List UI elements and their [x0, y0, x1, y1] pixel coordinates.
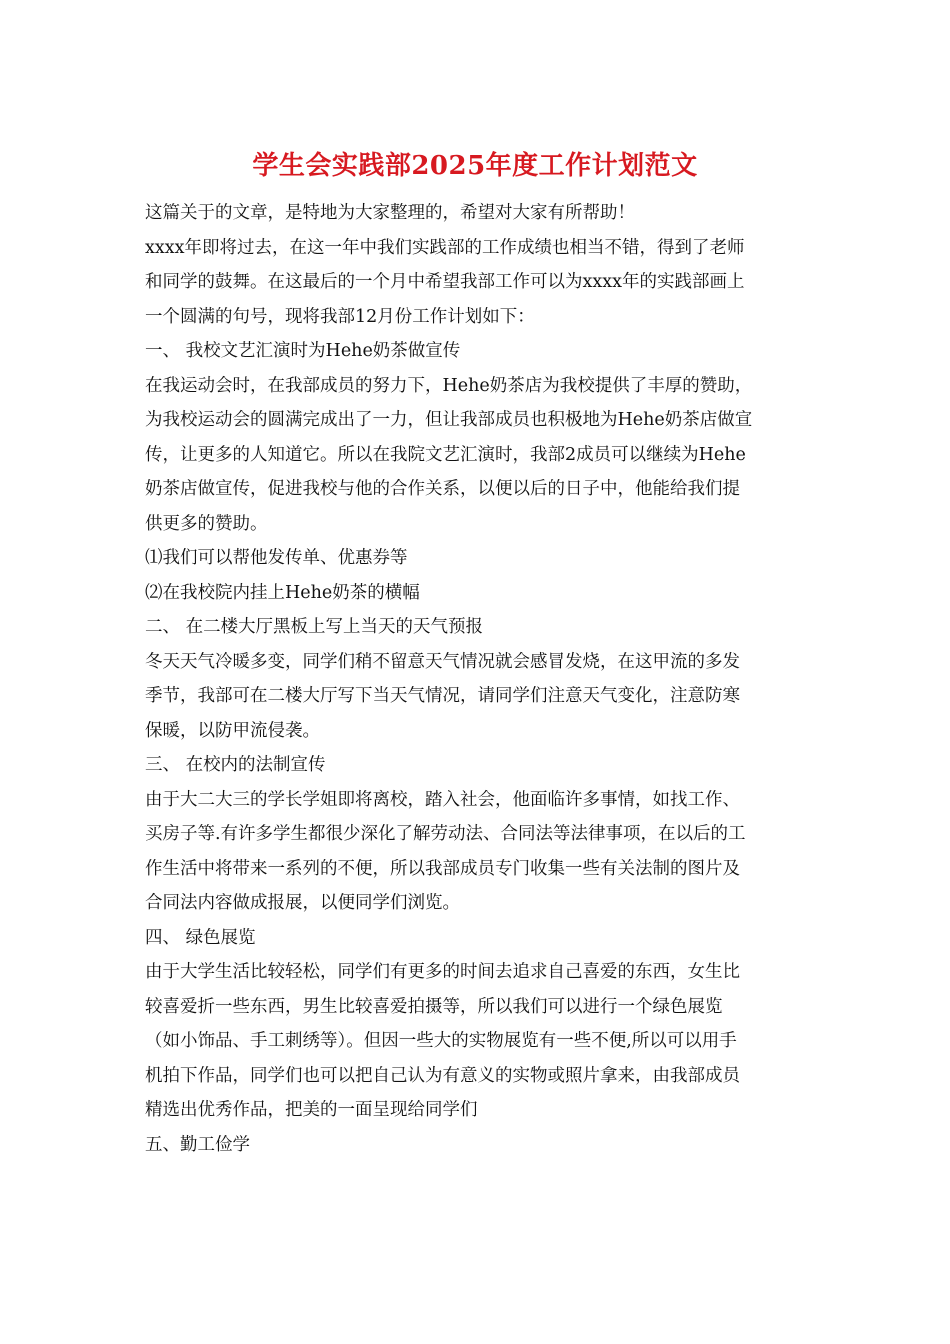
section-heading-1: 一、 我校文艺汇演时为Hehe奶茶做宣传 [145, 341, 461, 361]
section-heading-3: 三、 在校内的法制宣传 [145, 755, 326, 775]
section-heading-4: 四、 绿色展览 [145, 927, 256, 948]
list-item: ⑴我们可以帮他发传单、优惠券等 [145, 548, 408, 568]
body-line: 买房子等.有许多学生都很少深化了解劳动法、合同法等法律事项，在以后的工 [145, 824, 746, 844]
body-line: 冬天天气冷暖多变，同学们稍不留意天气情况就会感冒发烧，在这甲流的多发 [145, 651, 740, 672]
section-heading-2: 二、 在二楼大厅黑板上写上当天的天气预报 [145, 617, 484, 637]
body-line: （如小饰品、手工刺绣等）。但因一些大的实物展览有一些不便,所以可以用手 [145, 1031, 737, 1051]
list-item: ⑵在我校院内挂上Hehe奶茶的横幅 [145, 582, 420, 603]
body-line: 由于大二大三的学长学姐即将离校，踏入社会，他面临许多事情，如找工作、 [145, 789, 740, 810]
body-line: 这篇关于的文章，是特地为大家整理的，希望对大家有所帮助！ [145, 203, 635, 223]
body-line: 供更多的赞助。 [145, 513, 268, 534]
body-line: 合同法内容做成报展，以便同学们浏览。 [145, 893, 460, 913]
body-line: 传，让更多的人知道它。所以在我院文艺汇演时，我部2成员可以继续为Hehe [145, 444, 746, 465]
body-line: 精选出优秀作品，把美的一面呈现给同学们 [145, 1100, 478, 1120]
body-line: 保暖，以防甲流侵袭。 [145, 720, 320, 741]
body-line: 在我运动会时，在我部成员的努力下，Hehe奶茶店为我校提供了丰厚的赞助， [145, 375, 753, 396]
section-heading-5: 五、勤工俭学 [145, 1134, 250, 1155]
body-line: 和同学的鼓舞。在这最后的一个月中希望我部工作可以为xxxx年的实践部画上 [145, 272, 745, 292]
body-line: 机拍下作品，同学们也可以把自己认为有意义的实物或照片拿来，由我部成员 [145, 1065, 740, 1086]
document-title: 学生会实践部2025年度工作计划范文 [252, 151, 698, 181]
body-line: xxxx年即将过去，在这一年中我们实践部的工作成绩也相当不错，得到了老师 [145, 237, 745, 258]
document-body [145, 196, 810, 1162]
body-line: 由于大学生活比较轻松，同学们有更多的时间去追求自己喜爱的东西，女生比 [145, 962, 740, 982]
body-line: 一个圆满的句号，现将我部12月份工作计划如下： [145, 306, 535, 327]
body-line: 为我校运动会的圆满完成出了一力，但让我部成员也积极地为Hehe奶茶店做宣 [145, 410, 753, 430]
body-line: 作生活中将带来一系列的不便，所以我部成员专门收集一些有关法制的图片及 [145, 858, 740, 879]
body-line: 较喜爱折一些东西，男生比较喜爱拍摄等，所以我们可以进行一个绿色展览 [145, 996, 723, 1017]
body-line: 奶茶店做宣传，促进我校与他的合作关系，以便以后的日子中，他能给我们提 [145, 479, 740, 499]
body-line: 季节，我部可在二楼大厅写下当天气情况，请同学们注意天气变化，注意防寒 [145, 686, 740, 706]
